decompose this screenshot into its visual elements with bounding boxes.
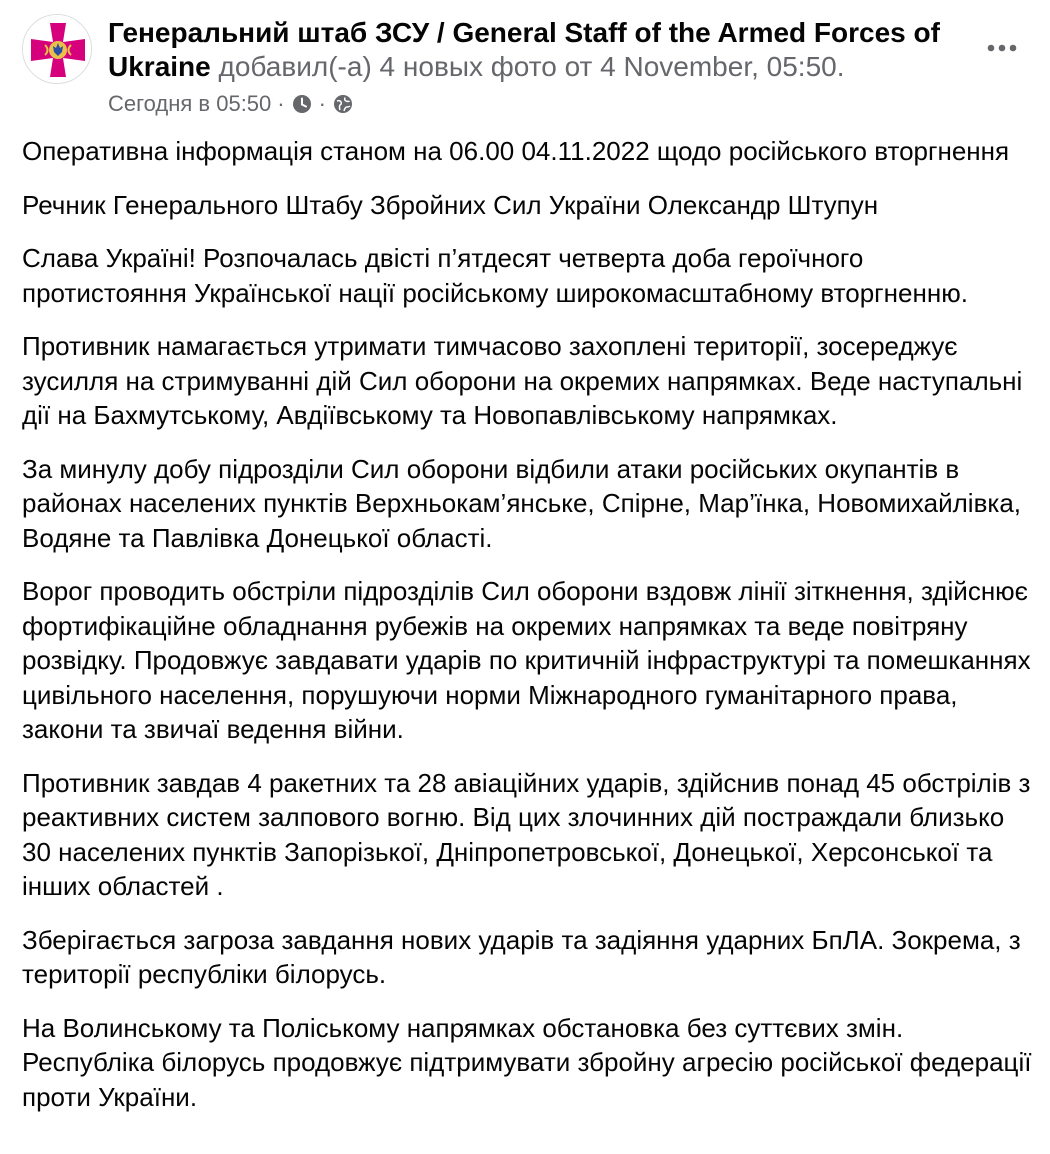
author-name-link[interactable]: Генеральний штаб ЗСУ / General Staff of the Armed Forces of Ukraine [108,17,940,82]
post-paragraph: За минулу добу підрозділи Сил оборони відбили атаки російських окупантів в районах населених пунктів Верхньокам’янське, Спірне, Мар’їнка, Новомихайлівка, Водяне та Павлівка Донецької області. [22,453,1022,553]
more-options-icon [987,44,1017,52]
post-paragraph: Оперативна інформація станом на 06.00 04.11.2022 щодо російського вторгнення [22,136,1010,166]
general-staff-emblem-icon [23,15,92,84]
post-paragraph: Ворог проводить обстріли підрозділів Сил оборони вздовж лінії зіткнення, здійснює фортифікаційне обладнання рубежів на окремих напрямках та веде повітряну розвідку. Продовжує завдавати ударів по критичній інфраструктурі та помешканнях цивільного населення, порушуючи норми Міжнародного гуманітарного права, закони та звичаї ведення війни. [22,576,1031,744]
post-paragraph: Противник намагається утримати тимчасово захоплені території, зосереджує зусилля на стримуванні дій Сил оборони на окремих напрямках. Веде наступальні дії на Бахмутському, Авдіївському та Новопавлівському напрямках. [22,331,1023,430]
post-body [22,134,1032,1133]
post-paragraph: Речник Генерального Штабу Збройних Сил України Олександр Штупун [22,189,879,220]
meta-separator: · [318,91,326,116]
globe-icon[interactable] [332,93,354,115]
clock-icon [291,93,313,115]
post-author-line [108,16,958,84]
meta-separator: · [277,91,285,116]
avatar[interactable] [22,14,92,84]
post-action-text: добавил(-а) 4 новых фото от 4 November, 05:50. [210,51,845,82]
more-options-button[interactable] [980,30,1024,66]
post-paragraph: Зберігається загроза завдання нових ударів та задіяння ударних БпЛА. Зокрема, з території республіки білорусь. [22,924,1021,989]
post-meta [108,90,354,118]
post-paragraph: Слава Україні! Розпочалась двісті п’ятдесят четверта доба героїчного протистояння Української нації російському широкомасштабному вторгненню. [22,243,968,308]
post-paragraph: На Волинському та Поліському напрямках обстановка без суттєвих змін. Республіка білорусь продовжує підтримувати збройну агресію російської федерації проти України. [22,1012,1032,1112]
post-header [22,14,1032,124]
post-timestamp[interactable]: Сегодня в 05:50 [108,91,272,116]
post-paragraph: Противник завдав 4 ракетних та 28 авіаційних ударів, здійснив понад 45 обстрілів з реактивних систем залпового вогню. Від цих злочинних дій постраждали близько 30 населених пунктів Запорізької, Дніпропетровської, Донецької, Херсонської та інших областей . [22,767,1031,901]
